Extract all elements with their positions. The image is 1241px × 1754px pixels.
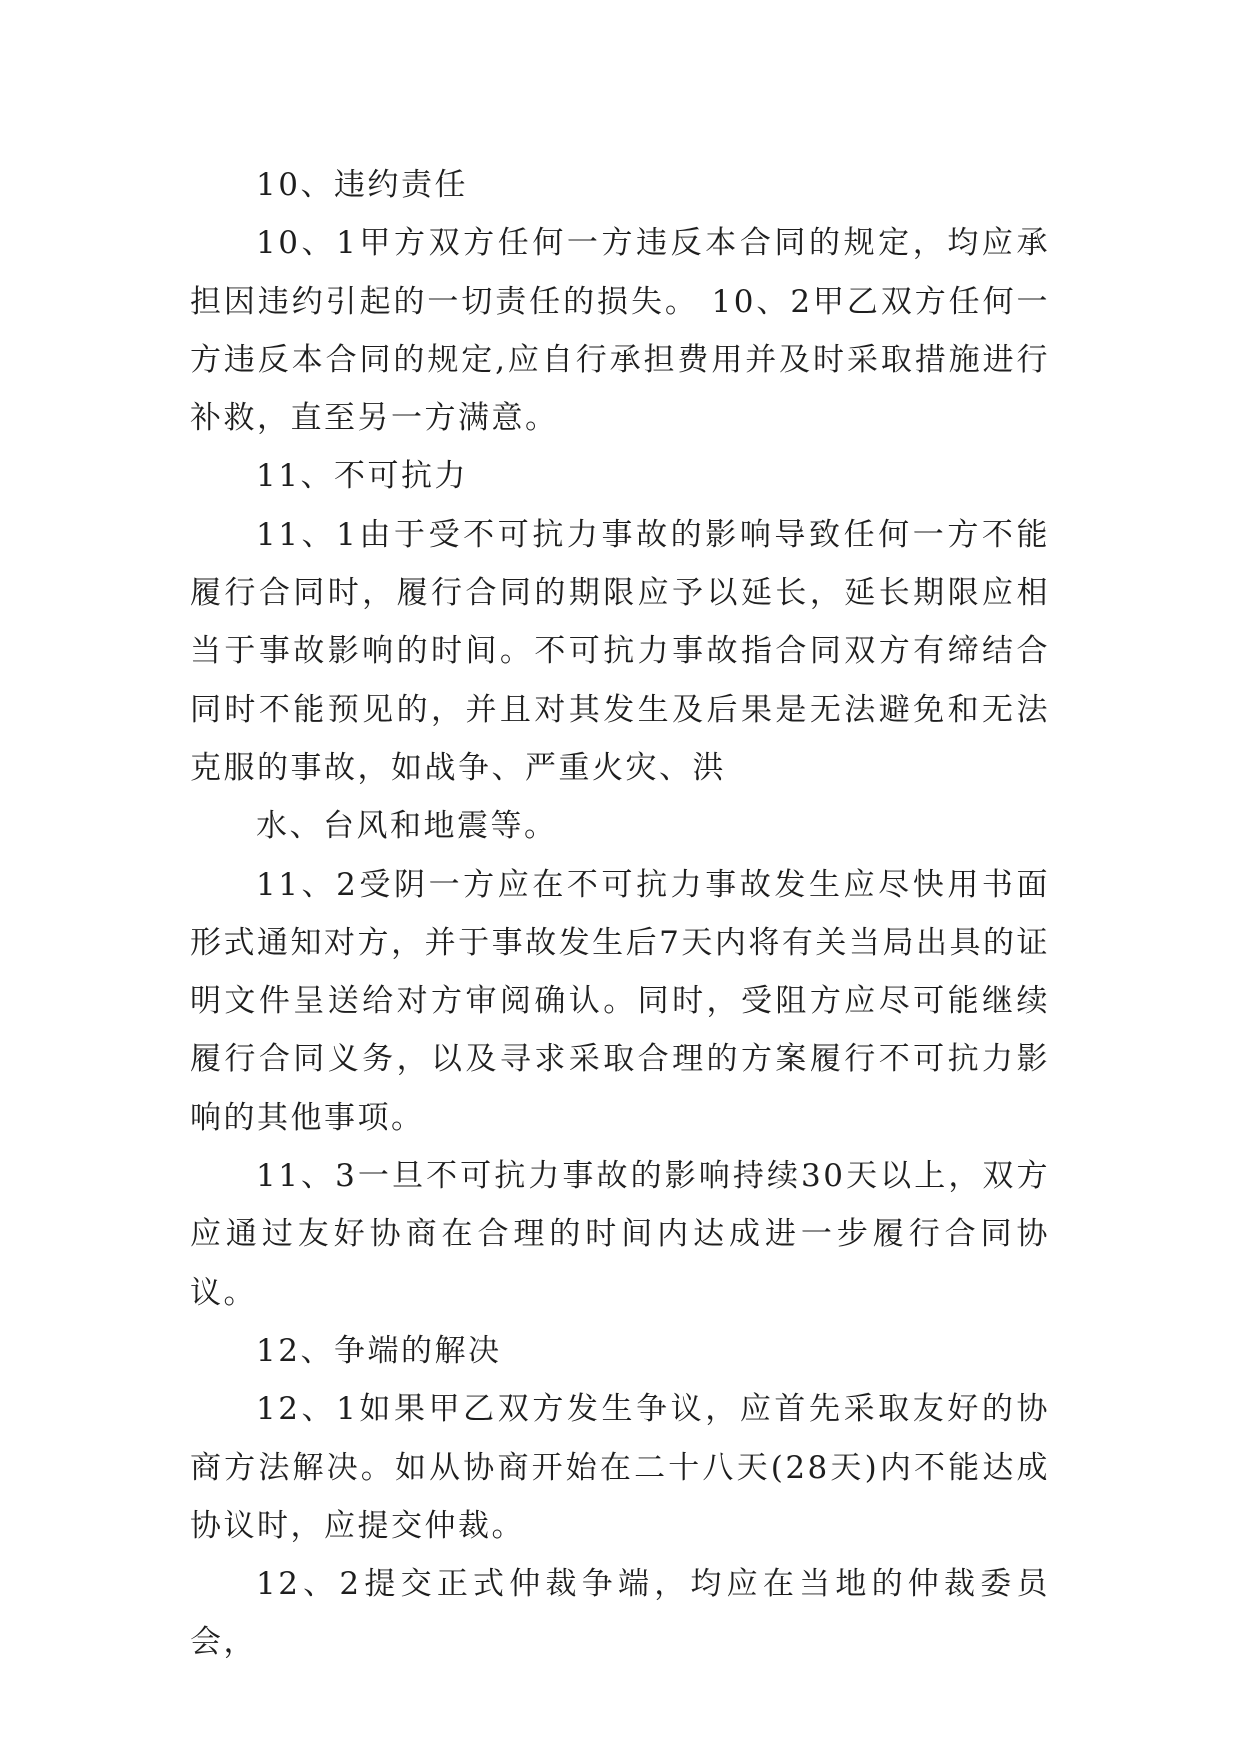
- document-body: [190, 156, 1050, 1672]
- paragraph-force-majeure-1: 11、1由于受不可抗力事故的影响导致任何一方不能履行合同时，履行合同的期限应予以延长，延长期限应相当于事故影响的时间。不可抗力事故指合同双方有缔结合同时不能预见的，并且对其发生及后果是无法避免和无法克服的事故，如战争、严重火灾、洪: [190, 516, 1050, 786]
- paragraph-force-majeure-1-cont: 水、台风和地震等。: [256, 808, 558, 845]
- section-heading-dispute-resolution: 12、争端的解决: [256, 1332, 502, 1369]
- paragraph-breach-liability: 10、1甲方双方任何一方违反本合同的规定，均应承担因违约引起的一切责任的损失。 10、2甲乙双方任何一方违反本合同的规定,应自行承担费用并及时采取措施进行补救，直至另一方满意。: [190, 225, 1050, 437]
- paragraph-force-majeure-2: 11、2受阴一方应在不可抗力事故发生应尽快用书面形式通知对方，并于事故发生后7天内将有关当局出具的证明文件呈送给对方审阅确认。同时，受阻方应尽可能继续履行合同义务，以及寻求采取合理的方案履行不可抗力影响的其他事项。: [190, 866, 1050, 1136]
- paragraph-force-majeure-3: 11、3一旦不可抗力事故的影响持续30天以上，双方应通过友好协商在合理的时间内达成进一步履行合同协议。: [190, 1158, 1050, 1311]
- paragraph-dispute-resolution-1: 12、1如果甲乙双方发生争议，应首先采取友好的协商方法解决。如从协商开始在二十八天(28天)内不能达成协议时，应提交仲裁。: [190, 1391, 1050, 1544]
- section-heading-force-majeure: 11、不可抗力: [256, 458, 468, 495]
- paragraph-dispute-resolution-2: 12、2提交正式仲裁争端，均应在当地的仲裁委员会，: [190, 1566, 1050, 1661]
- section-heading-breach-liability: 10、违约责任: [256, 167, 468, 203]
